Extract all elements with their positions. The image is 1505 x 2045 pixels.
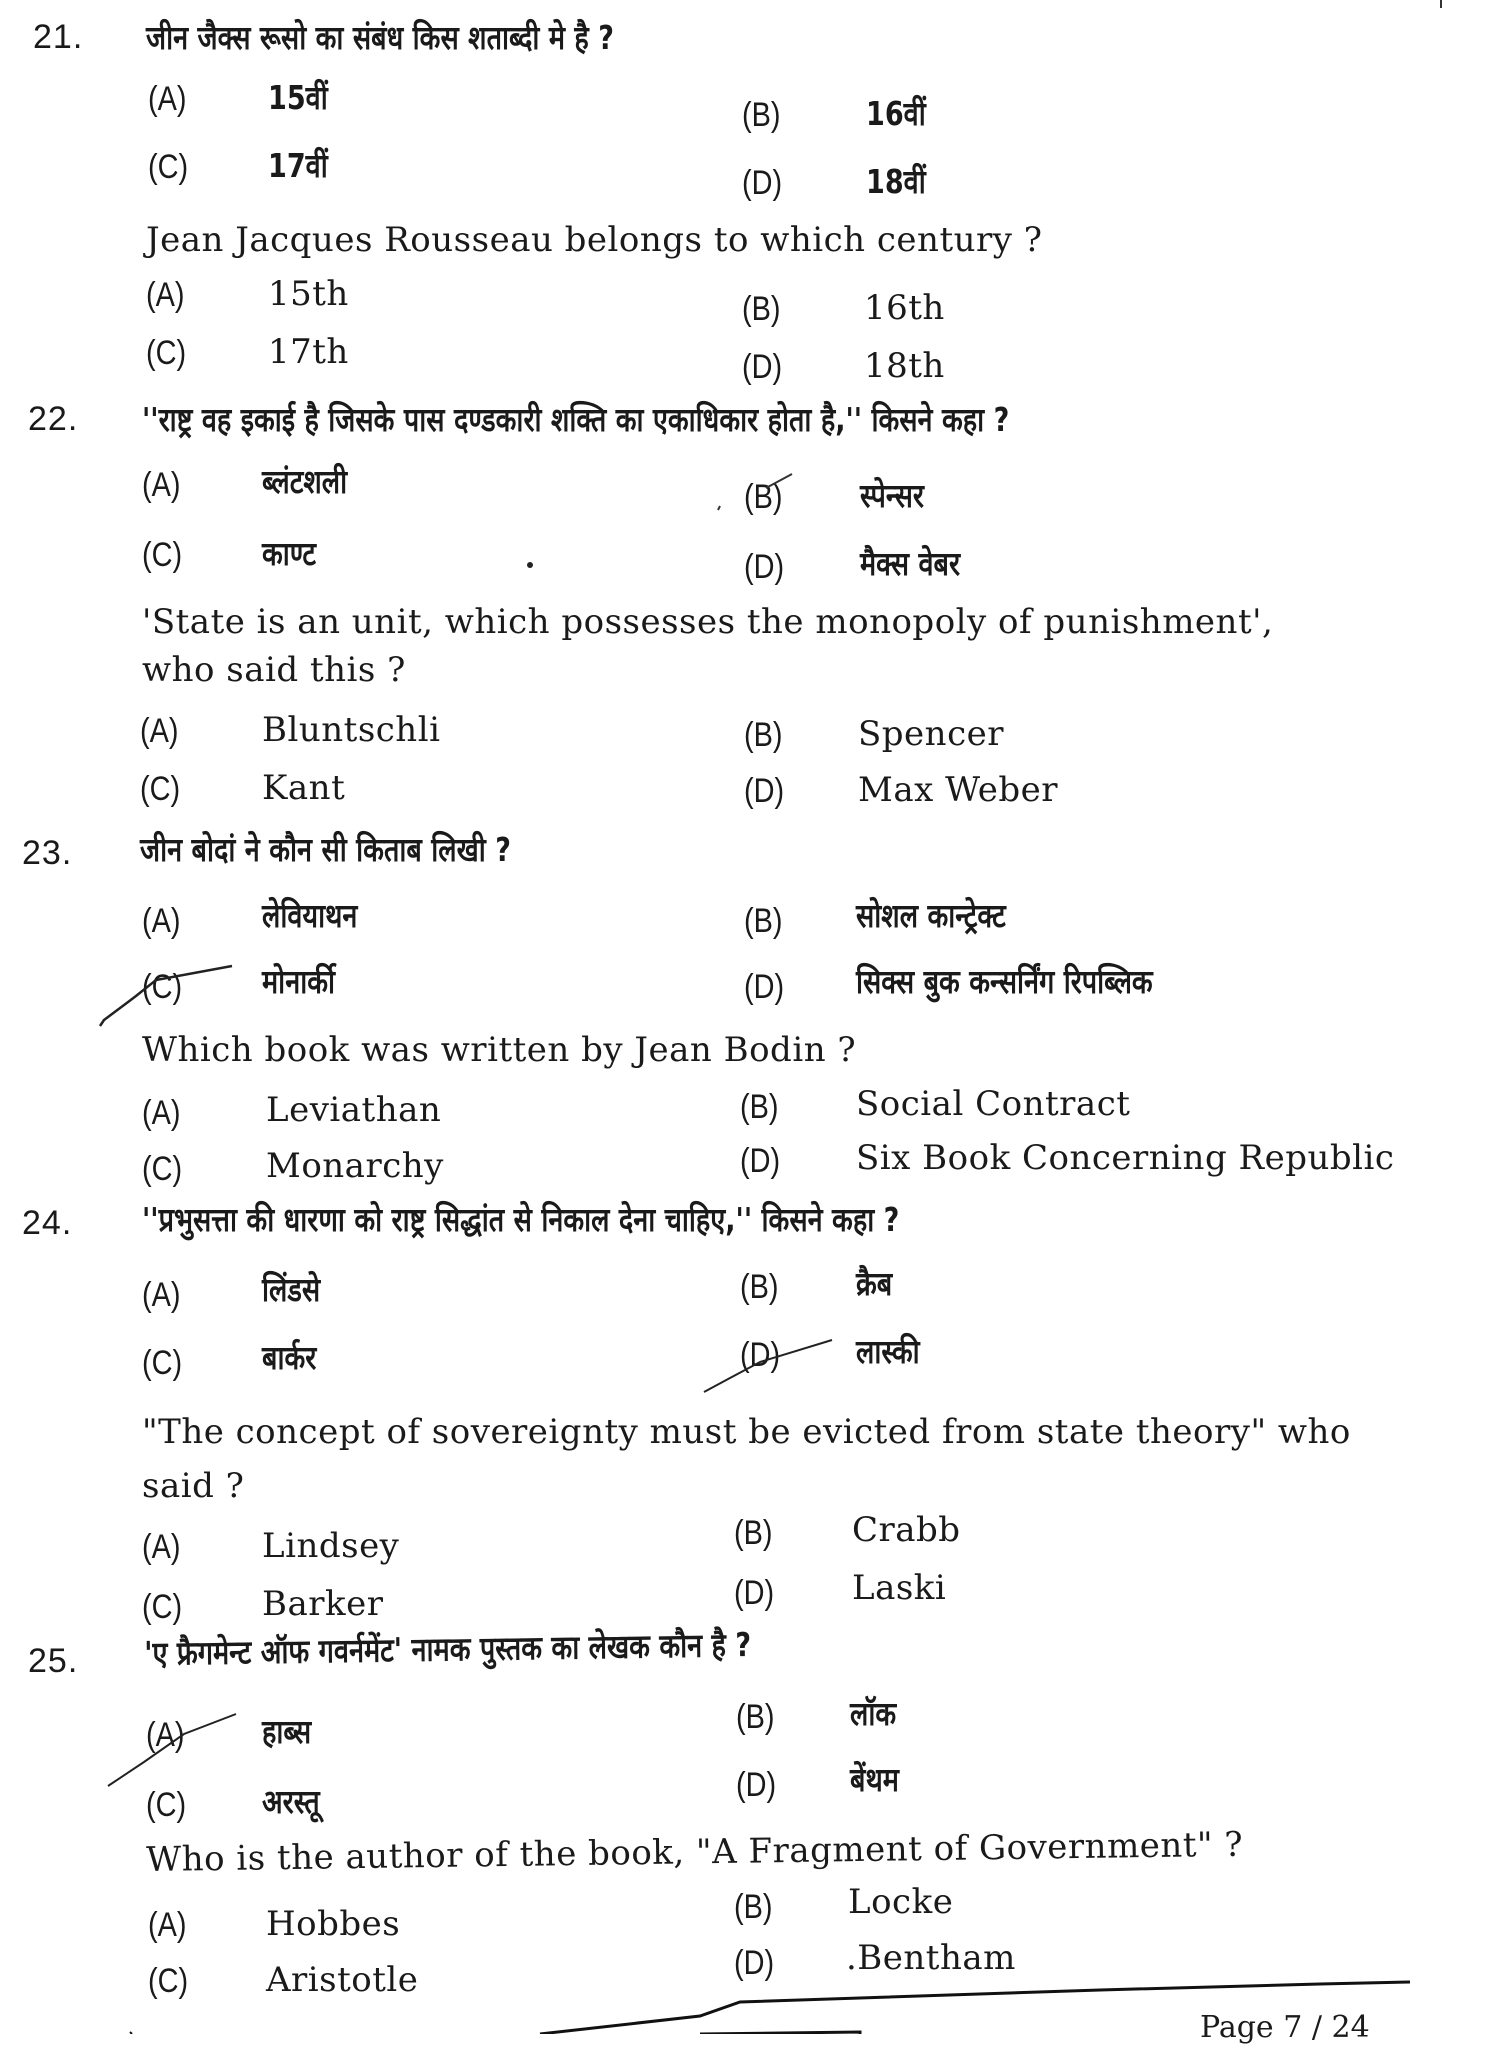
option-value: मैक्स वेबर [860, 544, 961, 583]
option-label[interactable]: (A) [142, 1094, 181, 1132]
option-value: Barker [262, 1584, 384, 1624]
question-text-english-line1: 'State is an unit, which possesses the monopoly of punishment', [142, 602, 1274, 642]
option-label[interactable]: (A) [146, 1716, 185, 1754]
option-label[interactable]: (A) [140, 712, 179, 750]
option-value: स्पेन्सर [860, 476, 924, 515]
option-value: Bluntschli [262, 710, 441, 750]
option-label[interactable]: (C) [148, 148, 189, 186]
option-label[interactable]: (A) [148, 1906, 187, 1944]
option-value: Lindsey [262, 1526, 400, 1566]
option-value: लिंडसे [262, 1270, 321, 1309]
option-label[interactable]: (C) [142, 1150, 183, 1188]
option-label[interactable]: (D) [734, 1574, 775, 1612]
option-value: 17th [268, 332, 349, 372]
option-label[interactable]: (A) [142, 466, 181, 504]
option-label[interactable]: (C) [140, 770, 181, 808]
option-label[interactable]: (D) [740, 1336, 781, 1374]
option-label[interactable]: (C) [142, 536, 183, 574]
option-label[interactable]: (B) [736, 1698, 775, 1736]
option-value: लेवियाथन [262, 896, 358, 935]
option-value: Leviathan [266, 1090, 442, 1130]
option-label[interactable]: (B) [742, 96, 781, 134]
option-value: 15वीं [268, 78, 328, 117]
question-text-english-line2: who said this ? [142, 650, 406, 690]
scan-artifact [1440, 0, 1442, 8]
option-value: Laski [852, 1568, 947, 1608]
option-label[interactable]: (D) [734, 1944, 775, 1982]
question-number: 25. [28, 1642, 79, 1680]
option-value: Monarchy [266, 1146, 444, 1186]
option-value: सिक्स बुक कन्सर्निंग रिपब्लिक [856, 962, 1153, 1001]
option-value: Social Contract [856, 1084, 1131, 1124]
option-value: Six Book Concerning Republic [856, 1138, 1395, 1178]
option-value: Crabb [852, 1510, 961, 1550]
option-value: Max Weber [858, 770, 1058, 810]
question-number: 22. [28, 400, 79, 438]
option-label[interactable]: (B) [734, 1888, 773, 1926]
question-text-hindi: जीन जैक्स रूसो का संबंध किस शताब्दी मे है ? [146, 18, 614, 57]
option-label[interactable]: (B) [744, 902, 783, 940]
option-label[interactable]: (D) [744, 772, 785, 810]
question-number: 23. [22, 834, 73, 872]
option-label[interactable]: (C) [146, 334, 187, 372]
question-text-hindi: ''राष्ट्र वह इकाई है जिसके पास दण्डकारी शक्ति का एकाधिकार होता है,'' किसने कहा ? [142, 400, 1010, 439]
option-label[interactable]: (D) [742, 164, 783, 202]
option-label[interactable]: (D) [740, 1142, 781, 1180]
option-value: .Bentham [846, 1938, 1016, 1978]
option-label[interactable]: (B) [740, 1268, 779, 1306]
option-label[interactable]: (C) [142, 1588, 183, 1626]
option-label[interactable]: (C) [146, 1786, 187, 1824]
option-value: 16वीं [866, 94, 926, 133]
option-value: बार्कर [262, 1338, 317, 1377]
option-value: 15th [268, 274, 349, 314]
option-label[interactable]: (B) [744, 716, 783, 754]
question-text-english: Jean Jacques Rousseau belongs to which century ? [146, 220, 1043, 260]
option-value: क्रैब [856, 1264, 893, 1303]
option-value: Hobbes [266, 1904, 401, 1944]
option-value: 18वीं [866, 162, 926, 201]
option-label[interactable]: (B) [734, 1514, 773, 1552]
option-value: ब्लंटशली [262, 462, 348, 501]
option-label[interactable]: (A) [146, 276, 185, 314]
option-value: हाब्स [262, 1712, 312, 1751]
option-value: 17वीं [268, 146, 328, 185]
option-value: बेंथम [850, 1760, 899, 1799]
question-text-english-line1: "The concept of sovereignty must be evicted from state theory" who [142, 1412, 1351, 1452]
option-value: Aristotle [266, 1960, 419, 2000]
question-number: 24. [22, 1204, 73, 1242]
option-label[interactable]: (B) [742, 290, 781, 328]
page-number: Page 7 / 24 [1200, 2010, 1370, 2045]
option-label[interactable]: (D) [744, 968, 785, 1006]
option-label[interactable]: (A) [148, 80, 187, 118]
question-number: 21. [33, 18, 84, 56]
option-value: सोशल कान्ट्रेक्ट [856, 896, 1006, 935]
option-value: 18th [864, 346, 945, 386]
option-value: Kant [262, 768, 346, 808]
option-label[interactable]: (A) [142, 902, 181, 940]
option-value: Spencer [858, 714, 1004, 754]
option-value: लास्की [856, 1332, 920, 1371]
option-label[interactable]: (C) [142, 1344, 183, 1382]
option-value: मोनार्की [262, 962, 336, 1001]
option-value: 16th [864, 288, 945, 328]
option-label[interactable]: (C) [142, 968, 183, 1006]
option-label[interactable]: (A) [142, 1276, 181, 1314]
option-label[interactable]: (D) [744, 548, 785, 586]
option-value: अरस्तू [262, 1782, 320, 1821]
question-text-hindi: ''प्रभुसत्ता की धारणा को राष्ट्र सिद्धांत से निकाल देना चाहिए,'' किसने कहा ? [142, 1200, 900, 1239]
option-label[interactable]: (B) [744, 478, 783, 516]
question-text-english: Which book was written by Jean Bodin ? [142, 1030, 857, 1070]
question-text-english: Who is the author of the book, "A Fragment of Government" ? [146, 1824, 1244, 1880]
option-value: लॉक [850, 1694, 897, 1733]
option-label[interactable]: (B) [740, 1088, 779, 1126]
question-text-english-line2: said ? [142, 1466, 245, 1506]
option-label[interactable]: (D) [736, 1766, 777, 1804]
option-value: Locke [848, 1882, 954, 1922]
option-value: काण्ट [262, 534, 316, 573]
question-text-hindi: 'ए फ्रैगमेन्ट ऑफ गवर्नमेंट' नामक पुस्तक का लेखक कौन है ? [144, 1624, 752, 1673]
question-text-hindi: जीन बोदां ने कौन सी किताब लिखी ? [140, 830, 511, 869]
option-label[interactable]: (A) [142, 1528, 181, 1566]
ink-dot [527, 562, 533, 568]
option-label[interactable]: (D) [742, 348, 783, 386]
option-label[interactable]: (C) [148, 1962, 189, 2000]
